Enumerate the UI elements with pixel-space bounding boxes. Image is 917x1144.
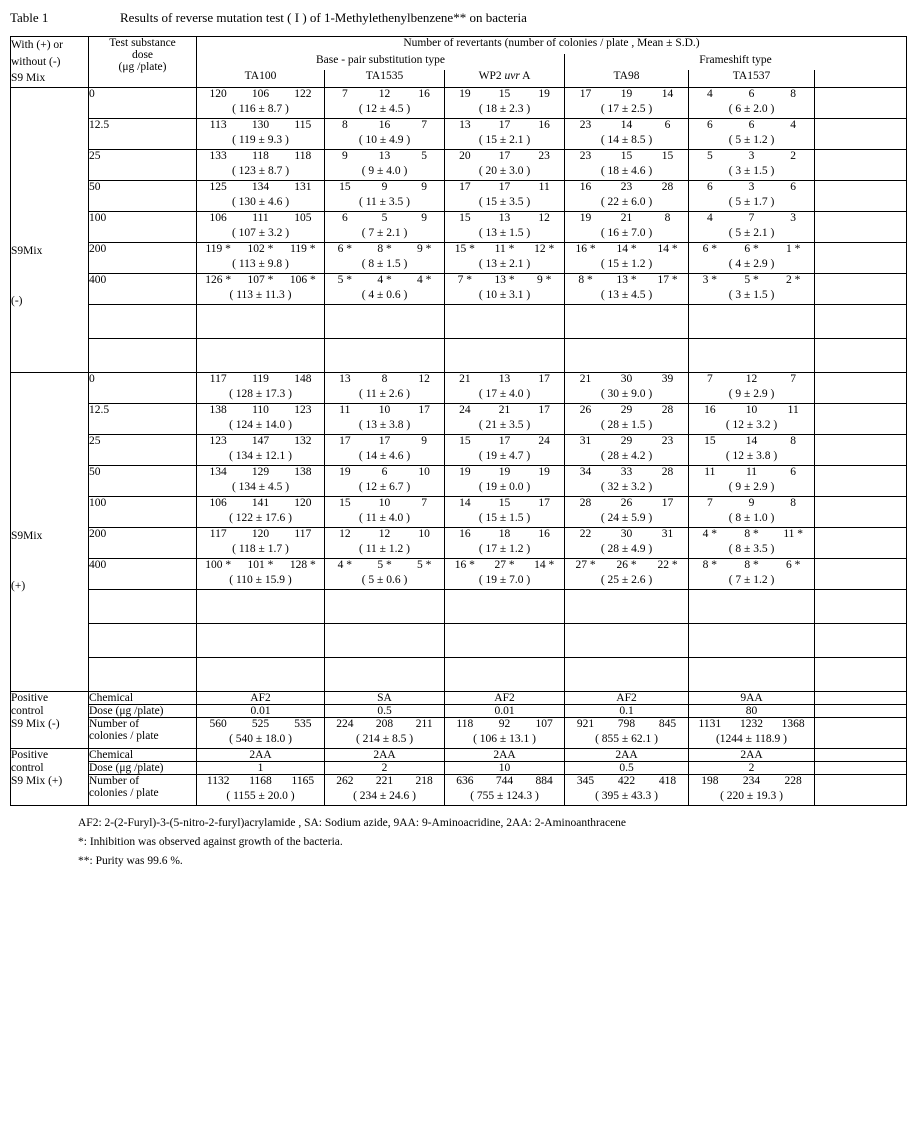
dose-cell: 100 xyxy=(89,497,197,528)
table-row xyxy=(11,88,907,119)
data-cell: 134 129 138 ( 134 ± 4.5 ) xyxy=(197,466,325,497)
data-cell: 19 15 19 ( 18 ± 2.3 ) xyxy=(445,88,565,119)
section-label-s9-minus: S9Mix (-) xyxy=(11,88,89,373)
data-cell: 17 17 11 ( 15 ± 3.5 ) xyxy=(445,181,565,212)
data-cell: 34 33 28 ( 32 ± 3.2 ) xyxy=(565,466,689,497)
data-cell: 262 221 218 ( 234 ± 24.6 ) xyxy=(325,775,445,806)
table-row xyxy=(11,559,907,590)
blank-row xyxy=(11,305,907,339)
data-cell: 19 6 10 ( 12 ± 6.7 ) xyxy=(325,466,445,497)
table-row xyxy=(11,274,907,305)
data-cell: 15 9 9 ( 11 ± 3.5 ) xyxy=(325,181,445,212)
chemical-cell: AF2 xyxy=(197,692,325,705)
data-cell: 21 30 39 ( 30 ± 9.0 ) xyxy=(565,373,689,404)
data-cell: 6 3 6 ( 5 ± 1.7 ) xyxy=(689,181,815,212)
blank-cell xyxy=(815,339,907,373)
data-cell: 6 5 9 ( 7 ± 2.1 ) xyxy=(325,212,445,243)
data-cell: 117 120 117 ( 118 ± 1.7 ) xyxy=(197,528,325,559)
results-table xyxy=(10,36,907,806)
dose-cell: 100 xyxy=(89,212,197,243)
data-cell: 117 119 148 ( 128 ± 17.3 ) xyxy=(197,373,325,404)
blank-cell xyxy=(689,658,815,692)
data-cell: 28 26 17 ( 24 ± 5.9 ) xyxy=(565,497,689,528)
spare-cell xyxy=(815,119,907,150)
data-cell: 15 17 24 ( 19 ± 4.7 ) xyxy=(445,435,565,466)
blank-cell xyxy=(197,624,325,658)
blank-cell xyxy=(815,590,907,624)
spare-cell xyxy=(815,775,907,806)
data-cell: 118 92 107 ( 106 ± 13.1 ) xyxy=(445,718,565,749)
blank-cell xyxy=(689,590,815,624)
chemical-cell: 2AA xyxy=(325,749,445,762)
data-cell: 119 * 102 * 119 * ( 113 ± 9.8 ) xyxy=(197,243,325,274)
data-cell: 921 798 845 ( 855 ± 62.1 ) xyxy=(565,718,689,749)
table-row xyxy=(11,705,907,718)
data-cell: 5 * 4 * 4 * ( 4 ± 0.6 ) xyxy=(325,274,445,305)
spare-cell xyxy=(815,559,907,590)
chemical-cell: AF2 xyxy=(445,692,565,705)
table-row xyxy=(11,212,907,243)
blank-row xyxy=(11,658,907,692)
data-cell: 16 * 14 * 14 * ( 15 ± 1.2 ) xyxy=(565,243,689,274)
header-strain-wp2uvra: WP2 uvr A xyxy=(445,70,565,87)
positive-control-minus-label-3: S9 Mix (-) xyxy=(11,718,89,749)
spare-cell xyxy=(815,274,907,305)
data-cell: 3 * 5 * 2 * ( 3 ± 1.5 ) xyxy=(689,274,815,305)
blank-cell xyxy=(565,339,689,373)
blank-cell xyxy=(325,339,445,373)
blank-cell xyxy=(815,305,907,339)
data-cell: 7 9 8 ( 8 ± 1.0 ) xyxy=(689,497,815,528)
spare-cell xyxy=(815,243,907,274)
blank-cell xyxy=(565,658,689,692)
blank-cell xyxy=(815,624,907,658)
data-cell: 133 118 118 ( 123 ± 8.7 ) xyxy=(197,150,325,181)
blank-cell xyxy=(325,590,445,624)
data-cell: 7 12 7 ( 9 ± 2.9 ) xyxy=(689,373,815,404)
row-label-chemical: Chemical xyxy=(89,692,197,705)
header-row-1 xyxy=(11,37,907,54)
data-cell: 7 12 16 ( 12 ± 4.5 ) xyxy=(325,88,445,119)
blank-cell xyxy=(197,305,325,339)
data-cell: 16 18 16 ( 17 ± 1.2 ) xyxy=(445,528,565,559)
footnote-chemicals: AF2: 2-(2-Furyl)-3-(5-nitro-2-furyl)acrylamide , SA: Sodium azide, 9AA: 9-Aminoacridine, 2AA: 2-Aminoanthracene xyxy=(78,817,627,830)
data-cell: 16 * 27 * 14 * ( 19 ± 7.0 ) xyxy=(445,559,565,590)
table-row xyxy=(11,528,907,559)
blank-cell xyxy=(89,658,197,692)
data-cell: 8 * 13 * 17 * ( 13 ± 4.5 ) xyxy=(565,274,689,305)
data-cell: 19 21 8 ( 16 ± 7.0 ) xyxy=(565,212,689,243)
blank-cell xyxy=(89,624,197,658)
blank-cell xyxy=(89,590,197,624)
data-cell: 23 15 15 ( 18 ± 4.6 ) xyxy=(565,150,689,181)
table-row xyxy=(11,692,907,705)
data-cell: 6 6 4 ( 5 ± 1.2 ) xyxy=(689,119,815,150)
data-cell: 11 10 17 ( 13 ± 3.8 ) xyxy=(325,404,445,435)
dose-value-cell: 0.01 xyxy=(445,705,565,718)
data-cell: 1131 1232 1368 (1244 ± 118.9 ) xyxy=(689,718,815,749)
data-cell: 4 * 8 * 11 * ( 8 ± 3.5 ) xyxy=(689,528,815,559)
data-cell: 27 * 26 * 22 * ( 25 ± 2.6 ) xyxy=(565,559,689,590)
blank-cell xyxy=(197,590,325,624)
dose-value-cell: 0.5 xyxy=(565,762,689,775)
header-strain-ta1535: TA1535 xyxy=(325,70,445,87)
data-cell: 106 141 120 ( 122 ± 17.6 ) xyxy=(197,497,325,528)
dose-cell: 0 xyxy=(89,373,197,404)
blank-cell xyxy=(445,590,565,624)
header-s9mix-col: With (+) or without (-) S9 Mix xyxy=(11,37,89,88)
chemical-cell: 9AA xyxy=(689,692,815,705)
table-row xyxy=(11,718,907,749)
header-strain-ta1537: TA1537 xyxy=(689,70,815,87)
table-row xyxy=(11,466,907,497)
blank-row xyxy=(11,624,907,658)
section-label-s9-plus: S9Mix (+) xyxy=(11,373,89,692)
chemical-cell: 2AA xyxy=(445,749,565,762)
header-dose-col: Test substance dose (μg /plate) xyxy=(89,37,197,88)
data-cell: 8 16 7 ( 10 ± 4.9 ) xyxy=(325,119,445,150)
blank-cell xyxy=(325,624,445,658)
blank-cell xyxy=(445,658,565,692)
dose-cell: 50 xyxy=(89,466,197,497)
spare-cell xyxy=(815,705,907,718)
spare-cell xyxy=(815,181,907,212)
table-row xyxy=(11,373,907,404)
positive-control-plus-label-3: S9 Mix (+) xyxy=(11,775,89,806)
spare-cell xyxy=(815,150,907,181)
blank-cell xyxy=(89,305,197,339)
blank-cell xyxy=(89,339,197,373)
data-cell: 4 7 3 ( 5 ± 2.1 ) xyxy=(689,212,815,243)
spare-cell xyxy=(815,497,907,528)
positive-control-minus-label-1: Positive xyxy=(11,692,89,705)
dose-cell: 12.5 xyxy=(89,404,197,435)
dose-value-cell: 0.5 xyxy=(325,705,445,718)
spare-cell xyxy=(815,373,907,404)
table-row xyxy=(11,749,907,762)
footnotes xyxy=(78,814,917,871)
spare-cell xyxy=(815,528,907,559)
blank-row xyxy=(11,590,907,624)
data-cell: 31 29 23 ( 28 ± 4.2 ) xyxy=(565,435,689,466)
table-row xyxy=(11,497,907,528)
dose-cell: 12.5 xyxy=(89,119,197,150)
table-row xyxy=(11,404,907,435)
dose-cell: 200 xyxy=(89,528,197,559)
data-cell: 20 17 23 ( 20 ± 3.0 ) xyxy=(445,150,565,181)
caption-label: Table 1 xyxy=(10,10,49,25)
footnote-asterisk: *: Inhibition was observed against growth of the bacteria. xyxy=(78,835,343,848)
dose-value-cell: 1 xyxy=(197,762,325,775)
header-group-frameshift: Frameshift type xyxy=(565,54,907,71)
data-cell: 17 19 14 ( 17 ± 2.5 ) xyxy=(565,88,689,119)
data-cell: 26 29 28 ( 28 ± 1.5 ) xyxy=(565,404,689,435)
data-cell: 22 30 31 ( 28 ± 4.9 ) xyxy=(565,528,689,559)
positive-control-plus-label-1: Positive xyxy=(11,749,89,762)
chemical-cell: 2AA xyxy=(689,749,815,762)
spare-cell xyxy=(815,88,907,119)
data-cell: 198 234 228 ( 220 ± 19.3 ) xyxy=(689,775,815,806)
row-label-dose: Dose (μg /plate) xyxy=(89,762,197,775)
dose-cell: 400 xyxy=(89,274,197,305)
data-cell: 5 3 2 ( 3 ± 1.5 ) xyxy=(689,150,815,181)
header-group-base-pair: Base - pair substitution type xyxy=(197,54,565,71)
dose-value-cell: 0.01 xyxy=(197,705,325,718)
dose-cell: 400 xyxy=(89,559,197,590)
blank-cell xyxy=(197,339,325,373)
data-cell: 6 * 6 * 1 * ( 4 ± 2.9 ) xyxy=(689,243,815,274)
data-cell: 16 23 28 ( 22 ± 6.0 ) xyxy=(565,181,689,212)
positive-control-minus-label-2: control xyxy=(11,705,89,718)
data-cell: 138 110 123 ( 124 ± 14.0 ) xyxy=(197,404,325,435)
data-cell: 100 * 101 * 128 * ( 110 ± 15.9 ) xyxy=(197,559,325,590)
data-cell: 1132 1168 1165 ( 1155 ± 20.0 ) xyxy=(197,775,325,806)
blank-cell xyxy=(197,658,325,692)
footnote-double-asterisk: **: Purity was 99.6 %. xyxy=(78,854,183,867)
dose-value-cell: 80 xyxy=(689,705,815,718)
data-cell: 125 134 131 ( 130 ± 4.6 ) xyxy=(197,181,325,212)
data-cell: 14 15 17 ( 15 ± 1.5 ) xyxy=(445,497,565,528)
data-cell: 8 * 8 * 6 * ( 7 ± 1.2 ) xyxy=(689,559,815,590)
data-cell: 560 525 535 ( 540 ± 18.0 ) xyxy=(197,718,325,749)
spare-cell xyxy=(815,692,907,705)
data-cell: 13 8 12 ( 11 ± 2.6 ) xyxy=(325,373,445,404)
data-cell: 23 14 6 ( 14 ± 8.5 ) xyxy=(565,119,689,150)
table-row xyxy=(11,119,907,150)
data-cell: 11 11 6 ( 9 ± 2.9 ) xyxy=(689,466,815,497)
data-cell: 6 * 8 * 9 * ( 8 ± 1.5 ) xyxy=(325,243,445,274)
data-cell: 15 * 11 * 12 * ( 13 ± 2.1 ) xyxy=(445,243,565,274)
table-row xyxy=(11,435,907,466)
spare-cell xyxy=(815,762,907,775)
spare-cell xyxy=(815,212,907,243)
dose-cell: 25 xyxy=(89,435,197,466)
data-cell: 4 6 8 ( 6 ± 2.0 ) xyxy=(689,88,815,119)
blank-cell xyxy=(445,624,565,658)
row-label-colonies: Number of colonies / plate xyxy=(89,718,197,749)
chemical-cell: AF2 xyxy=(565,692,689,705)
chemical-cell: 2AA xyxy=(565,749,689,762)
data-cell: 636 744 884 ( 755 ± 124.3 ) xyxy=(445,775,565,806)
data-cell: 15 13 12 ( 13 ± 1.5 ) xyxy=(445,212,565,243)
data-cell: 126 * 107 * 106 * ( 113 ± 11.3 ) xyxy=(197,274,325,305)
data-cell: 15 10 7 ( 11 ± 4.0 ) xyxy=(325,497,445,528)
caption-text: Results of reverse mutation test ( I ) of 1-Methylethenylbenzene** on bacteria xyxy=(120,10,527,25)
data-cell: 113 130 115 ( 119 ± 9.3 ) xyxy=(197,119,325,150)
dose-value-cell: 10 xyxy=(445,762,565,775)
blank-cell xyxy=(815,658,907,692)
data-cell: 7 * 13 * 9 * ( 10 ± 3.1 ) xyxy=(445,274,565,305)
blank-cell xyxy=(325,658,445,692)
table-row xyxy=(11,150,907,181)
data-cell: 4 * 5 * 5 * ( 5 ± 0.6 ) xyxy=(325,559,445,590)
dose-cell: 200 xyxy=(89,243,197,274)
data-cell: 16 10 11 ( 12 ± 3.2 ) xyxy=(689,404,815,435)
row-label-chemical: Chemical xyxy=(89,749,197,762)
spare-cell xyxy=(815,435,907,466)
data-cell: 24 21 17 ( 21 ± 3.5 ) xyxy=(445,404,565,435)
table-row xyxy=(11,762,907,775)
header-spare-col xyxy=(815,70,907,87)
spare-cell xyxy=(815,404,907,435)
dose-cell: 25 xyxy=(89,150,197,181)
data-cell: 21 13 17 ( 17 ± 4.0 ) xyxy=(445,373,565,404)
blank-cell xyxy=(565,590,689,624)
spare-cell xyxy=(815,749,907,762)
spare-cell xyxy=(815,718,907,749)
header-strain-ta98: TA98 xyxy=(565,70,689,87)
header-strain-ta100: TA100 xyxy=(197,70,325,87)
dose-value-cell: 0.1 xyxy=(565,705,689,718)
blank-cell xyxy=(325,305,445,339)
blank-cell xyxy=(689,624,815,658)
table-caption xyxy=(0,0,917,36)
data-cell: 17 17 9 ( 14 ± 4.6 ) xyxy=(325,435,445,466)
blank-cell xyxy=(689,305,815,339)
spare-cell xyxy=(815,466,907,497)
data-cell: 19 19 19 ( 19 ± 0.0 ) xyxy=(445,466,565,497)
table-row xyxy=(11,775,907,806)
data-cell: 345 422 418 ( 395 ± 43.3 ) xyxy=(565,775,689,806)
data-cell: 224 208 211 ( 214 ± 8.5 ) xyxy=(325,718,445,749)
blank-cell xyxy=(445,305,565,339)
data-cell: 106 111 105 ( 107 ± 3.2 ) xyxy=(197,212,325,243)
row-label-dose: Dose (μg /plate) xyxy=(89,705,197,718)
blank-row xyxy=(11,339,907,373)
chemical-cell: SA xyxy=(325,692,445,705)
header-revertants-spanner: Number of revertants (number of colonies / plate , Mean ± S.D.) xyxy=(197,37,907,54)
table-row xyxy=(11,243,907,274)
table-row xyxy=(11,181,907,212)
blank-cell xyxy=(565,624,689,658)
blank-cell xyxy=(445,339,565,373)
data-cell: 15 14 8 ( 12 ± 3.8 ) xyxy=(689,435,815,466)
dose-cell: 0 xyxy=(89,88,197,119)
chemical-cell: 2AA xyxy=(197,749,325,762)
blank-cell xyxy=(565,305,689,339)
data-cell: 120 106 122 ( 116 ± 8.7 ) xyxy=(197,88,325,119)
data-cell: 123 147 132 ( 134 ± 12.1 ) xyxy=(197,435,325,466)
row-label-colonies: Number of colonies / plate xyxy=(89,775,197,806)
dose-value-cell: 2 xyxy=(325,762,445,775)
dose-value-cell: 2 xyxy=(689,762,815,775)
data-cell: 13 17 16 ( 15 ± 2.1 ) xyxy=(445,119,565,150)
data-cell: 12 12 10 ( 11 ± 1.2 ) xyxy=(325,528,445,559)
positive-control-plus-label-2: control xyxy=(11,762,89,775)
dose-cell: 50 xyxy=(89,181,197,212)
data-cell: 9 13 5 ( 9 ± 4.0 ) xyxy=(325,150,445,181)
blank-cell xyxy=(689,339,815,373)
